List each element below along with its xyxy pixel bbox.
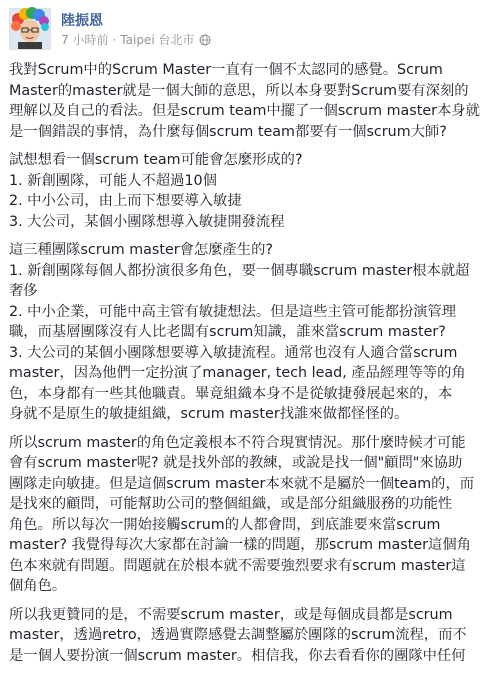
- post-text-line: 奢侈: [9, 283, 38, 299]
- post-paragraph: [9, 605, 467, 667]
- meta-separator: ·: [112, 32, 117, 47]
- post-text-line: 角色。所以每次一開始接觸scrum的人都會問，到底誰要來當scrum: [9, 516, 441, 533]
- avatar[interactable]: [9, 8, 51, 50]
- post-text-line: master，透過retro，透過實際感覺去調整屬於團隊的scrum流程，而不: [9, 627, 467, 643]
- post-text-line: 這三種團隊scrum master會怎麼產生的?: [9, 242, 273, 258]
- post-text-line: 我對Scrum中的Scrum Master一直有一個不太認同的感覺。Scrum: [9, 62, 443, 78]
- post-text-line: 色，本身都有一些其他職責。畢竟組織本身不是從敏捷發展起來的，本: [9, 385, 453, 402]
- post-text-line: 3. 大公司的某個小團隊想要導入敏捷流程。通常也沒有人適合當scrum: [9, 344, 458, 361]
- post-text-line: 理解以及自己的看法。但是scrum team中擺了一個scrum master本身就: [9, 103, 480, 119]
- post-text-line: master，因為他們一定扮演了manager, tech lead, 產品經理等等的角: [9, 365, 466, 381]
- post-timestamp[interactable]: 7 小時前: [61, 33, 109, 47]
- post-text-line: 職，而基層團隊沒有人比老闆有scrum知識，誰來當scrum master?: [9, 324, 446, 340]
- globe-icon[interactable]: [199, 34, 211, 46]
- post-paragraph: [9, 240, 470, 425]
- post-text-line: 1. 新創團隊每個人都扮演很多角色，要一個專職scrum master根本就超: [9, 262, 470, 279]
- post-paragraph: [9, 60, 480, 142]
- post-location[interactable]: Taipei 台北市: [120, 33, 195, 47]
- post-body: [9, 60, 480, 674]
- post-paragraph: [9, 150, 445, 232]
- author-name-link[interactable]: 陸振恩: [61, 13, 103, 29]
- post-paragraph: [9, 433, 475, 597]
- avatar-icon: [10, 9, 50, 49]
- post-text-line: 所以我更贊同的是，不需要scrum master，或是每個成員都是scrum: [9, 606, 453, 623]
- post-text-line: 色本來就有問題。問題就在於根本就不需要強烈要求有scrum master這: [9, 557, 466, 574]
- post-text-line: 個角色。: [9, 578, 67, 594]
- post-text-line: Master的master就是一個大師的意思，所以本身要對Scrum要有深刻的: [9, 82, 469, 99]
- post-text-line: master? 我覺得每次大家都在討論一樣的問題，那scrum master這個角: [9, 537, 471, 553]
- post-text-line: 3. 大公司，某個小團隊想導入敏捷開發流程: [9, 213, 285, 230]
- post-text-line: 2. 中小企業，可能中高主管有敏捷想法。但是這些主管可能都扮演管理: [9, 303, 457, 320]
- post-text-line: 身就不是原生的敏捷組織，scrum master找誰來做都怪怪的。: [9, 406, 409, 422]
- post-text-line: 1. 新創團隊，可能人不超過10個: [9, 172, 217, 189]
- post-text-line: 2. 中小公司，由上而下想要導入敏捷: [9, 193, 242, 209]
- post-meta: [61, 31, 211, 48]
- post-text-line: 所以scrum master的角色定義根本不符合現實情況。那什麼時候才可能: [9, 434, 466, 451]
- post-text-line: 試想想看一個scrum team可能會怎麼形成的?: [9, 152, 303, 168]
- post-text-line: 是一個錯誤的事情，為什麼每個scrum team都要有一個scrum大師?: [9, 123, 447, 140]
- post-header: [9, 8, 439, 50]
- post-text-line: 團隊走向敏捷。但是這個scrum master本來就不是屬於一個team的，而: [9, 475, 475, 492]
- post-text-line: 會有scrum master呢? 就是找外部的教練，或說是找一個"顧問"來協助: [9, 455, 463, 471]
- post-text-line: 是一個人要扮演一個scrum master。相信我，你去看看你的團隊中任何: [9, 647, 466, 664]
- post-text-line: 是找來的顧問，可能幫助公司的整個組織，或是部分組織服務的功能性: [9, 496, 453, 512]
